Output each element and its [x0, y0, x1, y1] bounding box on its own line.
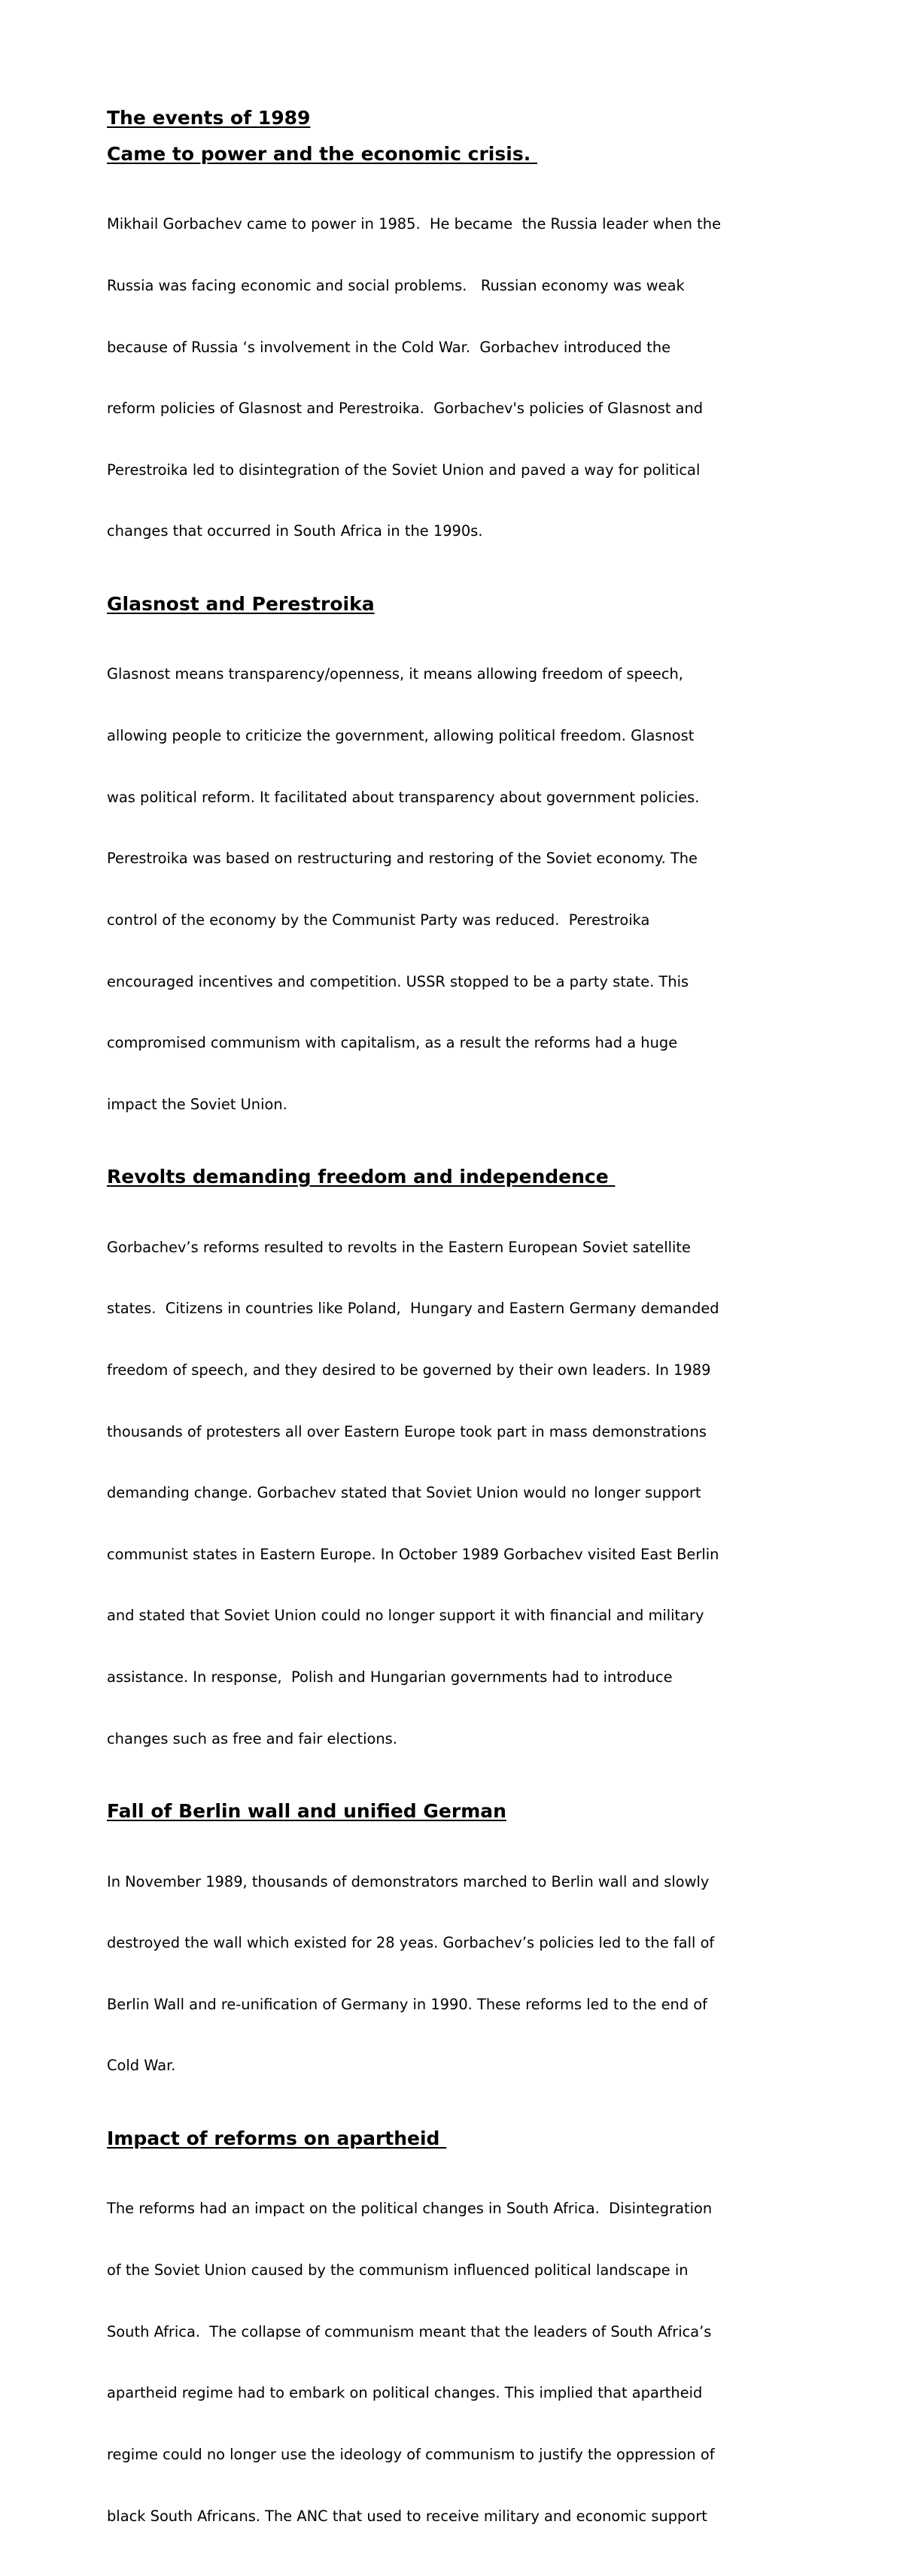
- paragraph-line: destroyed the wall which existed for 28 yeas. Gorbachev’s policies led to the fall of: [107, 1934, 715, 1952]
- paragraph-line: Berlin Wall and re-unification of Germany in 1990. These reforms led to the end of: [107, 1995, 707, 2013]
- section-came-to-power: [107, 141, 795, 582]
- paragraph-line: black South Africans. The ANC that used to receive military and economic support: [107, 2507, 707, 2525]
- section-heading: Glasnost and Perestroika: [107, 593, 375, 616]
- paragraph-line: assistance. In response, Polish and Hungarian governments had to introduce: [107, 1668, 673, 1686]
- paragraph-line: regime could no longer use the ideology of communism to justify the oppression of: [107, 2445, 715, 2463]
- paragraph-line: communist states in Eastern Europe. In October 1989 Gorbachev visited East Berlin: [107, 1545, 719, 1563]
- section-heading: Impact of reforms on apartheid: [107, 2127, 447, 2150]
- paragraph-line: reform policies of Glasnost and Perestroika. Gorbachev's policies of Glasnost and: [107, 400, 704, 418]
- document-page: [107, 105, 795, 2576]
- section-glasnost-perestroika: [107, 592, 795, 1155]
- section-paragraph: [107, 1196, 795, 1790]
- paragraph-line: of the Soviet Union caused by the communism influenced political landscape in: [107, 2261, 689, 2279]
- paragraph-line: apartheid regime had to embark on political changes. This implied that apartheid: [107, 2384, 703, 2402]
- paragraph-line: Glasnost means transparency/openness, it means allowing freedom of speech,: [107, 665, 683, 683]
- section-paragraph: [107, 173, 795, 582]
- paragraph-line: The reforms had an impact on the political changes in South Africa. Disintegration: [107, 2200, 713, 2218]
- paragraph-line: Cold War.: [107, 2057, 176, 2075]
- paragraph-line: South Africa. The collapse of communism meant that the leaders of South Africa’s: [107, 2322, 712, 2340]
- section-heading: Fall of Berlin wall and unified German: [107, 1800, 506, 1823]
- section-paragraph: [107, 2158, 795, 2567]
- section-paragraph: [107, 1830, 795, 2117]
- paragraph-line: Mikhail Gorbachev came to power in 1985. He became the Russia leader when the: [107, 215, 722, 233]
- section-paragraph: [107, 623, 795, 1155]
- paragraph-line: demanding change. Gorbachev stated that Soviet Union would no longer support: [107, 1484, 701, 1502]
- paragraph-line: Perestroika led to disintegration of the Soviet Union and paved a way for political: [107, 461, 701, 479]
- paragraph-line: freedom of speech, and they desired to be governed by their own leaders. In 1989: [107, 1361, 711, 1379]
- paragraph-line: control of the economy by the Communist Party was reduced. Perestroika: [107, 911, 650, 929]
- paragraph-line: was political reform. It facilitated about transparency about government policies.: [107, 788, 700, 806]
- paragraph-line: thousands of protesters all over Eastern Europe took part in mass demonstrations: [107, 1422, 707, 1440]
- paragraph-line: Russia was facing economic and social problems. Russian economy was weak: [107, 277, 685, 295]
- paragraph-line: Gorbachev’s reforms resulted to revolts in the Eastern European Soviet satellite: [107, 1238, 691, 1256]
- paragraph-line: encouraged incentives and competition. USSR stopped to be a party state. This: [107, 972, 689, 990]
- section-heading: Revolts demanding freedom and independence: [107, 1166, 616, 1188]
- paragraph-line: and stated that Soviet Union could no longer support it with financial and military: [107, 1607, 704, 1625]
- paragraph-line: compromised communism with capitalism, as a result the reforms had a huge: [107, 1034, 678, 1052]
- section-berlin-wall: [107, 1799, 795, 2117]
- paragraph-line: because of Russia ‘s involvement in the Cold War. Gorbachev introduced the: [107, 338, 671, 356]
- section-impact-apartheid: [107, 2126, 795, 2567]
- document-title: The events of 1989: [107, 107, 311, 129]
- paragraph-line: states. Citizens in countries like Poland, Hungary and Eastern Germany demanded: [107, 1300, 719, 1318]
- paragraph-line: In November 1989, thousands of demonstrators marched to Berlin wall and slowly: [107, 1872, 710, 1890]
- paragraph-line: allowing people to criticize the government, allowing political freedom. Glasnost: [107, 727, 695, 745]
- section-heading: Came to power and the economic crisis.: [107, 143, 537, 165]
- section-revolts: [107, 1164, 795, 1790]
- paragraph-line: changes that occurred in South Africa in the 1990s.: [107, 522, 483, 540]
- paragraph-line: impact the Soviet Union.: [107, 1095, 287, 1113]
- paragraph-line: Perestroika was based on restructuring and restoring of the Soviet economy. The: [107, 850, 698, 868]
- paragraph-line: changes such as free and fair elections.: [107, 1729, 397, 1747]
